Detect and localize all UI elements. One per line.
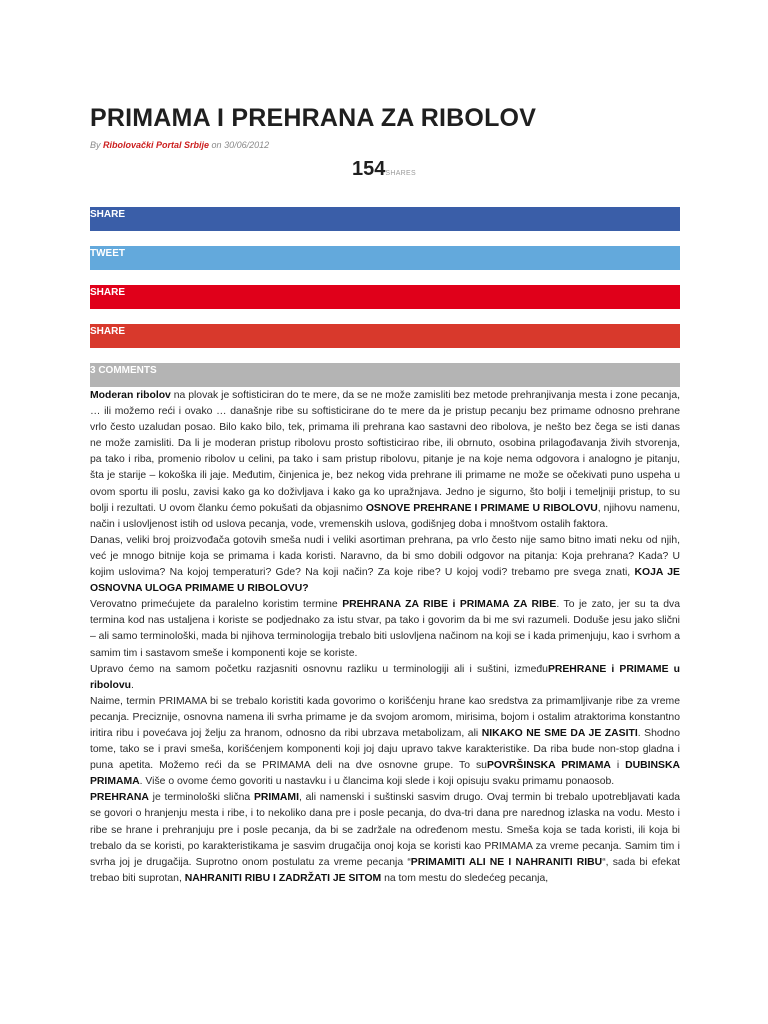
text: Danas, veliki broj proizvođača gotovih smeša nudi i veliki asortiman prehrana, pa vrlo često nije samo bitno imati neku od njih, već je mnogo bitnije koja se primama i kada koristi. Naravno, da bi smo dobili odgovor na pitanja: Koja prehrana? Kada? U kojim uslovima? Na kojoj temperaturi? Gde? Na koji način? Za koje ribe? U kojoj vodi? trebamo pre svega znati, [90,534,680,579]
text: . Više o ovome ćemo govoriti u nastavku i u člancima koji slede i koji opisuju svaku primamu ponaosob. [139,776,615,788]
text: . [130,679,134,691]
paragraph-4 [90,662,680,694]
paragraph-5 [90,694,680,791]
share-counter [352,158,416,181]
bold-text: PREHRANE i PRIMAME u ribolovu [90,663,680,691]
bold-text: PRIMAMITI ALI NE I NAHRANITI RIBU [410,856,603,868]
paragraph-2 [90,533,680,597]
text: . Shodno tome, tako se i pravi smeša, korišćenjem komponenti koji joj daju upravo takve karakteristike. Da riba bude non-stop gladna i puna apetita. Možemo reći da se PRIMAMA deli na dve osnovne grupe. To su [90,727,680,772]
bold-text: DUBINSKA PRIMAMA [90,760,680,788]
author-link[interactable]: Ribolovački Portal Srbije [103,140,210,150]
bold-text: POVRŠINSKA PRIMAMA [486,760,611,772]
page-title: PRIMAMA I PREHRANA ZA RIBOLOV [90,104,537,132]
bold-text: NAHRANITI RIBU I ZADRŽATI JE SITOM [184,872,382,884]
text: Verovatno primećujete da paralelno koristim termine [90,599,343,611]
text: Upravo ćemo na samom početku razjasniti osnovnu razliku u terminologiji ali i suštini, između [90,663,548,675]
byline-on: on [209,140,225,150]
bold-text: PRIMAMI [253,792,299,804]
bold-text: NIKAKO NE SME DA JE ZASITI [481,727,638,739]
bold-text: OSNOVE PREHRANE I PRIMAME U RIBOLOVU [365,502,598,514]
bold-text: PREHRANA [90,792,149,804]
text: na tom mestu do sledećeg pecanja, [381,872,549,884]
text: . To je zato, jer su ta dva termina kod nas ustaljena i koriste se podjednako za istu stvar, pa tako i govorim da bi me svi razumeli. Doduše jesu jako slični – ali samo terminološki, mada bi njihova terminologija trebalo biti uslovljena načinom na koji se i kada primenjuju, kao i svrhom a samim tim i sastavom smeše i komponenti koje se koriste. [90,599,680,659]
text: je terminološki slična [148,792,254,804]
facebook-share-button[interactable]: SHARE [90,207,680,231]
twitter-tweet-button[interactable]: TWEET [90,246,680,270]
publish-date: 30/06/2012 [224,140,270,150]
text: i [610,760,626,772]
share-count-label: SHARES [385,170,416,177]
byline [90,140,269,150]
text: Naime, termin PRIMAMA bi se trebalo koristiti kada govorimo o korišćenju hrane kao sredstva za primamljivanje ribe za vreme pecanja. Preciznije, osnovna namena ili svrha primame je da svojom aromom, mirisima, bojom i ostalim atraktorima konstantno iritira ribu i povećava joj želju za hranom, odnosno da ribi ubrzava metabolizam, ali [90,695,680,739]
text: , ali namenski i suštinski sasvim drugo. Ovaj termin bi trebalo upotrebljavati kada se govori o hranjenju mesta i ribe, i to nekoliko dana pre i posle pecanja, do dva-tri dana pre narednog izlaska na vodu. Mesto i ribe se hrane i prehranjuju pre i posle pecanja, da bi se zadržale na određenom mestu. Smeša koja se tada koristi, ili koja bi trebalo da se koristi, po karakteristikama je sasvim drugačija onoj koja se koristi kao PRIMAMA za vreme pecanja. Samim tim i svrha joj je drugačija. Suprotno onom postulatu za vreme pecanja “ [90,792,681,868]
bold-text: PREHRANA ZA RIBE i PRIMAMA ZA RIBE [342,599,557,611]
text: , njihovu namenu, način i uslovljenost istih od uslova pecanja, vode, vremenskih uslova, godišnjeg doba i mnoštvom ostalih faktora. [90,502,681,530]
paragraph-6 [90,790,680,887]
bold-text: Moderan ribolov [90,390,171,401]
paragraph-3 [90,597,680,661]
article-body [90,388,680,887]
paragraph-1 [90,388,680,533]
byline-prefix: By [90,140,104,150]
share-count: 154 [352,158,386,180]
red-share-button[interactable]: SHARE [90,285,680,309]
comments-button[interactable]: 3 COMMENTS [90,363,680,387]
text: na plovak je softisticiran do te mere, da se ne može zamisliti bez metode prehranjivanja mesta i zone pecanja, … ili možemo reći i ovako … današnje ribe su softisticirane do te mere da je pristup pecanju bez primame odnosno prehrane vrlo često uzaludan posao. Bilo kako bilo, tek, primama ili prehrana kao sastavni deo ribolova, je nešto bez čega se isti danas ne može zamisliti. Da li je moderan pristup ribolovu prosto softisticirao ribe, ili obrnuto, osobina prilagođavanja živih stvorenja, pa tako i riba, promenio ribolov u celini, pa tako i sam pristup ribolovu, pitanje je na koje nema odgovora i analogno je pitanju, šta je starije – kokoška ili jaje. Međutim, činjenica je, bez nekog vida prehrane ili primame ne može se očekivati puno uspeha u ovom sportu ili poslu, zavisi kako ga ko doživljava i kako ga ko upražnjava. Jedno je sigurno, što bolji i temeljniji pristup, to su bolji i rezultati. U ovom članku ćemo pokušati da objasnimo [90,390,680,514]
google-plus-share-button[interactable]: SHARE [90,324,680,348]
text: “, sada bi efekat trebao biti suprotan, [90,856,681,884]
bold-text: KOJA JE OSNOVNA ULOGA PRIMAME U RIBOLOVU? [90,567,680,595]
